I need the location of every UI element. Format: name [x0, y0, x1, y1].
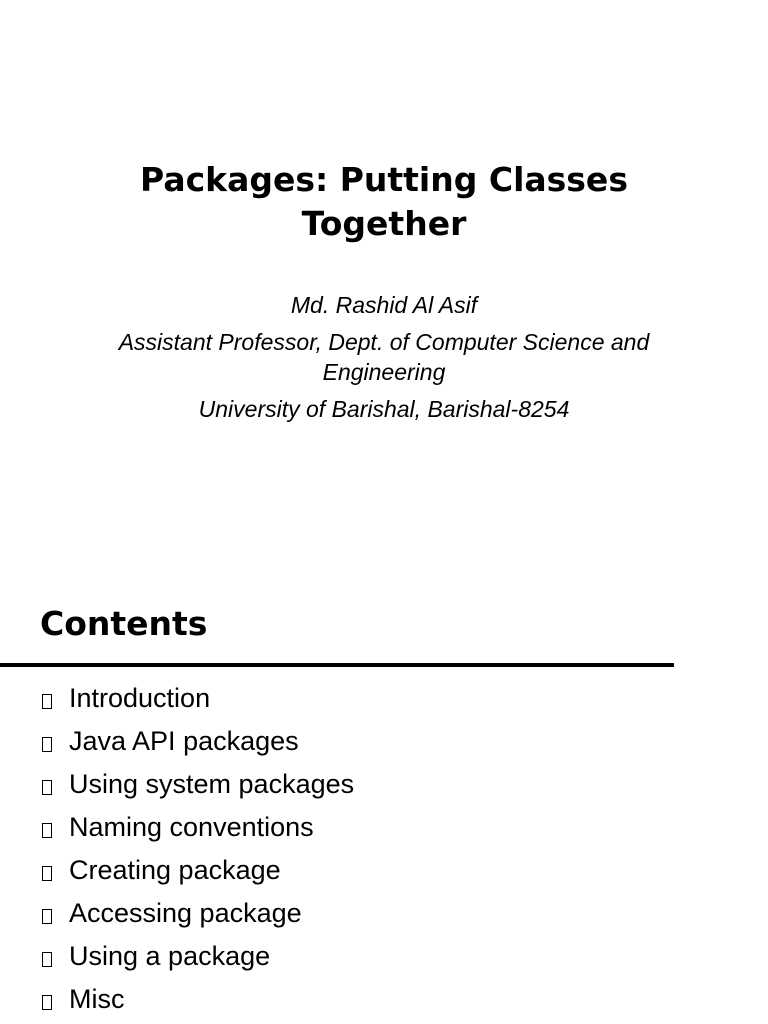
- contents-slide: [0, 576, 768, 1024]
- list-item: [40, 763, 354, 806]
- square-bullet-icon: [42, 694, 52, 709]
- list-item-label: Naming conventions: [69, 812, 314, 842]
- author-position-line: Assistant Professor, Dept. of Computer Science and: [118, 329, 650, 355]
- list-item-label: Java API packages: [69, 726, 299, 756]
- list-item: [40, 935, 354, 978]
- square-bullet-icon: [42, 995, 52, 1010]
- list-item-label: Using a package: [69, 941, 271, 971]
- list-item: [40, 892, 354, 935]
- square-bullet-icon: [42, 780, 52, 795]
- square-bullet-icon: [42, 952, 52, 967]
- author-info: [60, 290, 708, 431]
- contents-heading: Contents: [40, 604, 208, 643]
- list-item: [40, 849, 354, 892]
- contents-list: [40, 677, 354, 1021]
- slide-title: [0, 158, 768, 246]
- square-bullet-icon: [42, 737, 52, 752]
- square-bullet-icon: [42, 866, 52, 881]
- list-item-label: Using system packages: [69, 769, 355, 799]
- list-item: [40, 677, 354, 720]
- square-bullet-icon: [42, 909, 52, 924]
- list-item-label: Accessing package: [69, 898, 302, 928]
- heading-divider: [0, 663, 674, 667]
- author-affiliation: University of Barishal, Barishal-8254: [198, 396, 570, 422]
- author-name: Md. Rashid Al Asif: [290, 292, 478, 318]
- title-line: Together: [301, 204, 467, 243]
- author-position: [60, 327, 708, 387]
- author-position-line: Engineering: [322, 359, 446, 385]
- title-line: Packages: Putting Classes: [140, 160, 628, 199]
- list-item-label: Misc: [69, 984, 125, 1014]
- list-item: [40, 720, 354, 763]
- square-bullet-icon: [42, 823, 52, 838]
- list-item: [40, 806, 354, 849]
- list-item-label: Introduction: [69, 683, 211, 713]
- list-item: [40, 978, 354, 1021]
- list-item-label: Creating package: [69, 855, 281, 885]
